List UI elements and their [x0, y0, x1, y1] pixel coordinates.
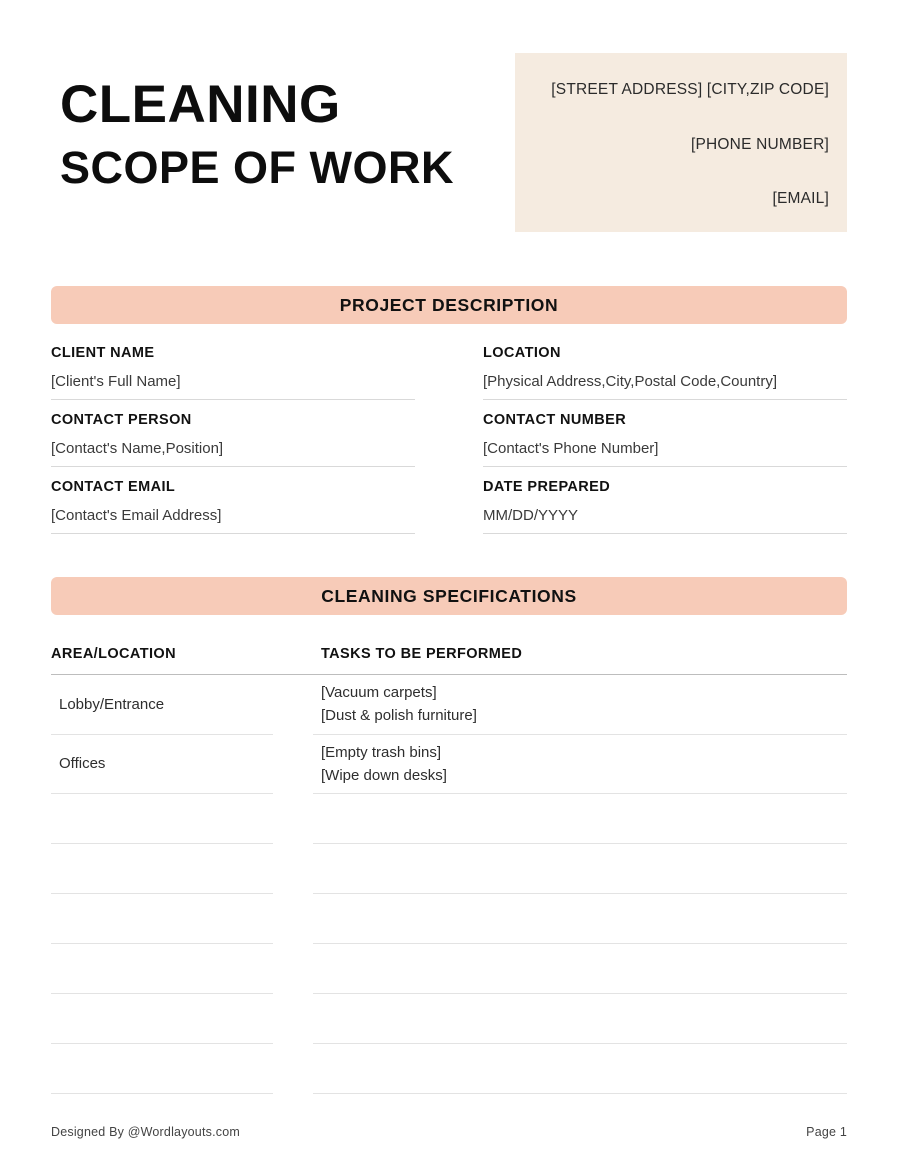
- table-column-header-tasks-label: TASKS TO BE PERFORMED: [321, 646, 523, 662]
- contact-email: [EMAIL]: [772, 190, 829, 207]
- project-description-column-right: [483, 345, 847, 534]
- field-label-contact-person: CONTACT PERSON: [51, 412, 192, 428]
- title-line-1: CLEANING: [60, 75, 341, 134]
- title-line-2: SCOPE OF WORK: [60, 142, 455, 193]
- table-column-gap: [273, 944, 313, 994]
- table-column-gap: [273, 675, 313, 735]
- table-cell-task-line: [Dust & polish furniture]: [321, 707, 477, 725]
- page-title: [60, 75, 510, 193]
- field-contact-person: [51, 412, 415, 467]
- table-cell-task-line: [Wipe down desks]: [321, 766, 447, 784]
- table-row: [51, 994, 847, 1044]
- table-column-gap: [273, 794, 313, 844]
- table-column-header-area-label: AREA/LOCATION: [51, 646, 176, 662]
- table-column-gap: [273, 844, 313, 894]
- table-row: [51, 894, 847, 944]
- table-column-gap: [273, 994, 313, 1044]
- table-column-header-area: [51, 645, 313, 663]
- table-cell-area[interactable]: [51, 1044, 273, 1094]
- field-location: [483, 345, 847, 400]
- cleaning-specifications-table: [51, 645, 847, 1094]
- table-cell-task-line: [Empty trash bins]: [321, 743, 442, 761]
- table-row: [51, 735, 847, 795]
- contact-address: [STREET ADDRESS] [CITY,ZIP CODE]: [551, 81, 829, 98]
- table-cell-area[interactable]: [51, 994, 273, 1044]
- table-body: [51, 675, 847, 1094]
- table-cell-area-text: Offices: [59, 755, 106, 773]
- field-client-name: [51, 345, 415, 400]
- field-label-contact-number: CONTACT NUMBER: [483, 412, 627, 428]
- field-label-date-prepared: DATE PREPARED: [483, 479, 611, 495]
- footer-page-number: Page 1: [806, 1125, 847, 1139]
- field-value-contact-person[interactable]: [Contact's Name,Position]: [51, 440, 224, 457]
- table-row: [51, 1044, 847, 1094]
- field-label-client-name: CLIENT NAME: [51, 345, 155, 361]
- document-footer: [51, 1125, 847, 1139]
- project-description-fields: [51, 345, 847, 534]
- field-value-location[interactable]: [Physical Address,City,Postal Code,Country]: [483, 373, 778, 390]
- table-cell-tasks[interactable]: [313, 944, 847, 994]
- section-banner-project-description: [51, 286, 847, 324]
- table-cell-tasks[interactable]: [313, 1044, 847, 1094]
- document-header: [0, 0, 900, 250]
- table-cell-tasks[interactable]: [313, 794, 847, 844]
- table-row: [51, 794, 847, 844]
- project-description-column-left: [51, 345, 415, 534]
- table-column-gap: [273, 735, 313, 795]
- table-row: [51, 844, 847, 894]
- contact-phone: [PHONE NUMBER]: [690, 135, 829, 153]
- table-column-header-tasks: [313, 645, 847, 663]
- table-cell-tasks[interactable]: [313, 994, 847, 1044]
- table-row: [51, 944, 847, 994]
- table-cell-tasks[interactable]: [313, 894, 847, 944]
- section-banner-cleaning-specifications-label: CLEANING SPECIFICATIONS: [321, 585, 577, 606]
- field-label-location: LOCATION: [483, 345, 561, 361]
- table-row: [51, 675, 847, 735]
- table-cell-tasks[interactable]: [313, 735, 847, 795]
- section-banner-cleaning-specifications: [51, 577, 847, 615]
- field-value-date-prepared[interactable]: MM/DD/YYYY: [483, 507, 579, 524]
- field-contact-email: [51, 479, 415, 534]
- field-date-prepared: [483, 479, 847, 534]
- table-cell-task-line: [Vacuum carpets]: [321, 684, 437, 701]
- section-banner-project-description-label: PROJECT DESCRIPTION: [339, 294, 559, 315]
- table-cell-area[interactable]: [51, 944, 273, 994]
- field-contact-number: [483, 412, 847, 467]
- table-cell-tasks[interactable]: [313, 675, 847, 735]
- table-cell-area[interactable]: [51, 735, 273, 795]
- table-header-row: [51, 645, 847, 675]
- table-cell-area-text: Lobby/Entrance: [59, 695, 165, 713]
- field-value-contact-email[interactable]: [Contact's Email Address]: [51, 507, 222, 524]
- footer-credit: Designed By @Wordlayouts.com: [51, 1125, 240, 1139]
- table-cell-area[interactable]: [51, 675, 273, 735]
- table-cell-tasks[interactable]: [313, 844, 847, 894]
- table-column-gap: [273, 894, 313, 944]
- field-label-contact-email: CONTACT EMAIL: [51, 479, 176, 495]
- field-value-client-name[interactable]: [Client's Full Name]: [51, 373, 181, 390]
- table-column-gap: [273, 1044, 313, 1094]
- field-value-contact-number[interactable]: [Contact's Phone Number]: [483, 440, 659, 457]
- table-cell-area[interactable]: [51, 844, 273, 894]
- table-cell-area[interactable]: [51, 894, 273, 944]
- table-cell-area[interactable]: [51, 794, 273, 844]
- company-contact-block: [515, 53, 847, 232]
